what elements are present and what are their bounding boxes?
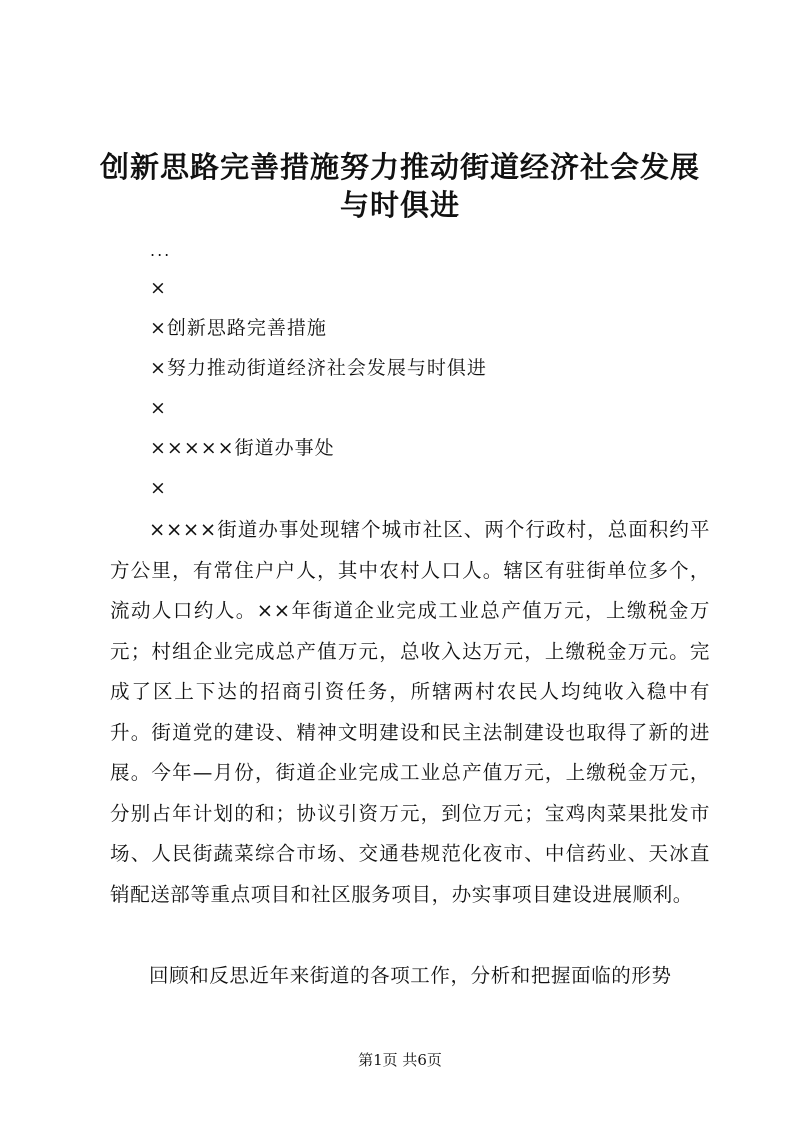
page-number-footer: 第1页 共6页	[358, 1051, 442, 1069]
document-title-line-1: 创新思路完善措施努力推动街道经济社会发展	[99, 150, 700, 184]
body-paragraph-2: 回顾和反思近年来街道的各项工作，分析和把握面临的形势	[149, 964, 672, 987]
organization-line: ×××××街道办事处	[150, 437, 335, 459]
document-title-line-2: 与时俱进	[339, 188, 460, 222]
body-paragraph-1: ××××街道办事处现辖个城市社区、两个行政村，总面积约平方公里，有常住户户人，其中农村人口人。辖区有驻街单位多个，流动人口约人。××年街道企业完成工业总产值万元，上缴税金万元；村组企业完成总产值万元，总收入达万元，上缴税金万元。完成了区上下达的招商引资任务，所辖两村农民人均纯收入稳中有升。街道党的建设、精神文明建设和民主法制建设也取得了新的进展。今年—月份，街道企业完成工业总产值万元，上缴税金万元，分别占年计划的和；协议引资万元，到位万元；宝鸡肉菜果批发市场、人民街蔬菜综合市场、交通巷规范化夜市、中信药业、天冰直销配送部等重点项目和社区服务项目，办实事项目建设进展顺利。	[110, 518, 710, 906]
subtitle-line-2: ×努力推动街道经济社会发展与时俱进	[150, 357, 487, 379]
placeholder-line-3: ×	[150, 477, 167, 499]
placeholder-line-2: ×	[150, 397, 167, 419]
ellipsis-marker: ...	[150, 241, 172, 260]
placeholder-line-1: ×	[150, 277, 167, 299]
subtitle-line-1: ×创新思路完善措施	[150, 317, 327, 339]
